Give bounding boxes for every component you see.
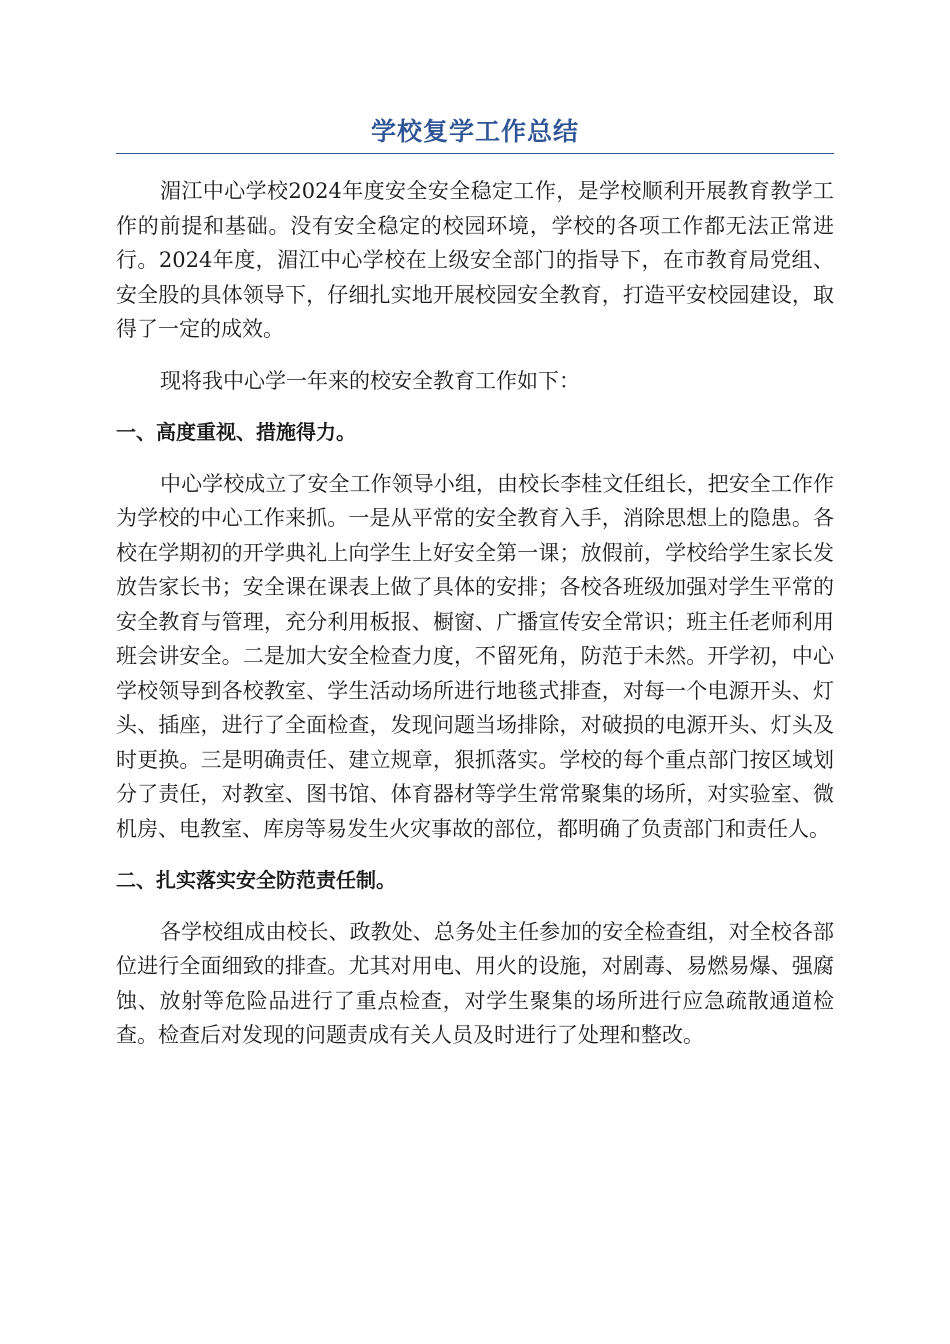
section-heading-1: 一、高度重视、措施得力。 xyxy=(116,420,356,444)
lead-in-paragraph: 现将我中心学一年来的校安全教育工作如下： xyxy=(160,368,580,393)
intro-paragraph: 湄江中心学校2024年度安全安全稳定工作，是学校顺利开展教育教学工作的前提和基础。没有安全稳定的校园环境，学校的各项工作都无法正常进行。2024年度，湄江中心学校在上级安全部门的指导下，在市教育局党组、安全股的具体领导下，仔细扎实地开展校园安全教育，打造平安校园建设，取得了一定的成效。 xyxy=(116,179,834,341)
document-page xyxy=(116,112,834,1070)
section-body-2: 各学校组成由校长、政教处、总务处主任参加的安全检查组，对全校各部位进行全面细致的排查。尤其对用电、用火的设施，对剧毒、易燃易爆、强腐蚀、放射等危险品进行了重点检查，对学生聚集的场所进行应急疏散通道检查。检查后对发现的问题责成有关人员及时进行了处理和整改。 xyxy=(116,919,834,1047)
section-body-1: 中心学校成立了安全工作领导小组，由校长李桂文任组长，把安全工作作为学校的中心工作来抓。一是从平常的安全教育入手，消除思想上的隐患。各校在学期初的开学典礼上向学生上好安全第一课；放假前，学校给学生家长发放告家长书；安全课在课表上做了具体的安排；各校各班级加强对学生平常的安全教育与管理，充分利用板报、橱窗、广播宣传安全常识；班主任老师利用班会讲安全。二是加大安全检查力度，不留死角，防范于未然。开学初，中心学校领导到各校教室、学生活动场所进行地毯式排查，对每一个电源开头、灯头、插座，进行了全面检查，发现问题当场排除，对破损的电源开头、灯头及时更换。三是明确责任、建立规章，狠抓落实。学校的每个重点部门按区域划分了责任，对教室、图书馆、体育器材等学生常常聚集的场所，对实验室、微机房、电教室、库房等易发生火灾事故的部位，都明确了负责部门和责任人。 xyxy=(116,471,834,841)
title-underline xyxy=(116,153,834,154)
section-heading-2: 二、扎实落实安全防范责任制。 xyxy=(116,868,396,892)
document-title: 学校复学工作总结 xyxy=(370,117,579,146)
